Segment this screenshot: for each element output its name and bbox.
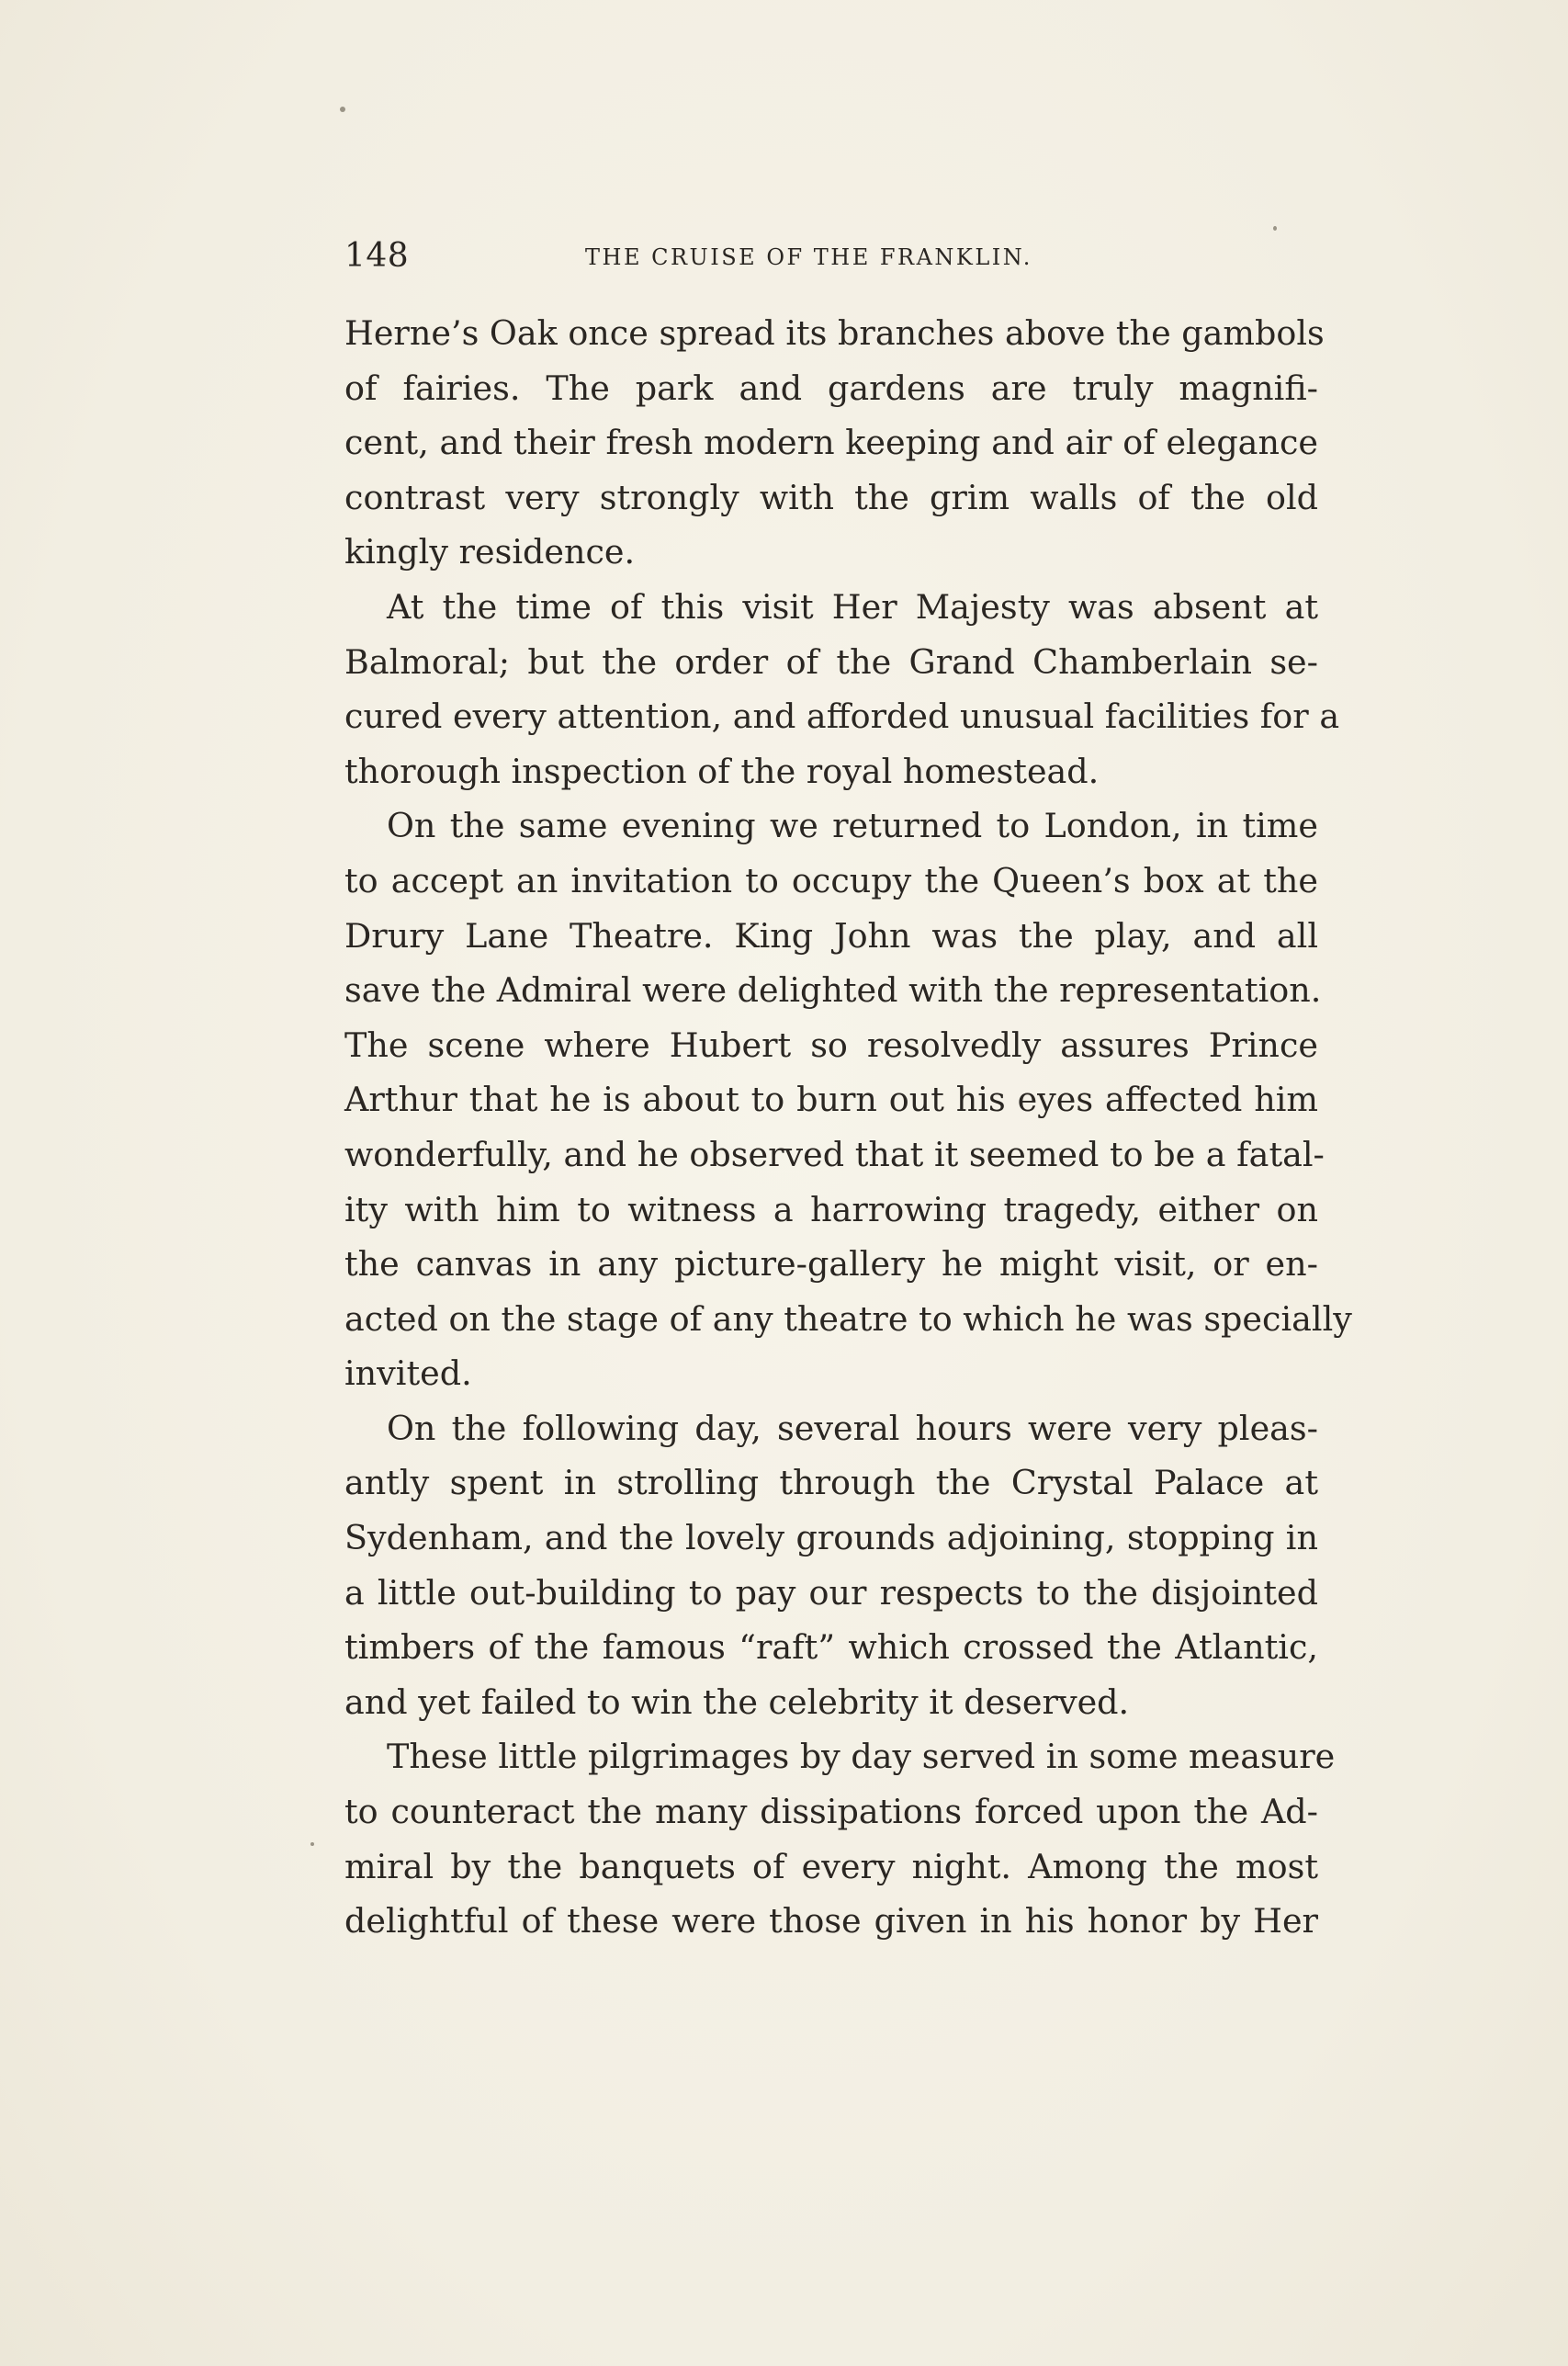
text-line: miral by the banquets of every night. Among the most (344, 1846, 1318, 1886)
text-line: cured every attention, and afforded unusual facilities for a (344, 696, 1340, 737)
text-line: the canvas in any picture-gallery he might visit, or en- (344, 1244, 1318, 1285)
text-line: invited. (344, 1353, 472, 1394)
text-line: cent, and their fresh modern keeping and air of elegance (344, 423, 1318, 463)
text-line: Drury Lane Theatre. King John was the play, and all (344, 915, 1318, 956)
page-header (344, 237, 1318, 283)
text-line: to counteract the many dissipations forced upon the Ad- (344, 1792, 1318, 1832)
text-line: ity with him to witness a harrowing tragedy, either on (344, 1189, 1318, 1229)
text-line: save the Admiral were delighted with the representation. (344, 970, 1322, 1011)
text-line: These little pilgrimages by day served in some measure (387, 1737, 1336, 1777)
text-line: a little out-building to pay our respects to the disjointed (344, 1572, 1318, 1613)
text-line: timbers of the famous “raft” which crossed the Atlantic, (344, 1627, 1318, 1668)
paper-speck (340, 107, 345, 112)
page-number: 148 (344, 237, 410, 275)
text-line: to accept an invitation to occupy the Queen’s box at the (344, 860, 1318, 900)
text-line: At the time of this visit Her Majesty was absent at (387, 586, 1318, 627)
text-line: antly spent in strolling through the Crystal Palace at (344, 1463, 1318, 1503)
paragraph (344, 580, 1340, 798)
text-line: On the following day, several hours were very pleas- (387, 1408, 1318, 1448)
text-line: and yet failed to win the celebrity it deserved. (344, 1681, 1130, 1722)
paper-speck (1273, 226, 1277, 231)
paragraph (344, 1729, 1336, 1948)
running-head: THE CRUISE OF THE FRANKLIN. (585, 244, 1032, 270)
text-line: On the same evening we returned to London, in time (387, 806, 1318, 846)
paper-speck (310, 1842, 314, 1846)
text-line: wonderfully, and he observed that it seemed to be a fatal- (344, 1134, 1325, 1174)
text-line: Herne’s Oak once spread its branches above the gambols (344, 313, 1325, 353)
text-line: The scene where Hubert so resolvedly assures Prince (344, 1025, 1318, 1065)
text-line: acted on the stage of any theatre to which he was specially (344, 1298, 1352, 1339)
paragraph (344, 1401, 1318, 1730)
text-line: kingly residence. (344, 532, 636, 572)
text-line: contrast very strongly with the grim walls of the old (344, 477, 1318, 517)
body-text (344, 306, 1352, 1949)
paragraph (344, 306, 1325, 580)
text-line: of fairies. The park and gardens are truly magnifi- (344, 368, 1318, 408)
text-line: Balmoral; but the order of the Grand Chamberlain se- (344, 641, 1318, 682)
text-line: Arthur that he is about to burn out his eyes affected him (344, 1080, 1318, 1120)
text-line: thorough inspection of the royal homestead. (344, 751, 1100, 791)
paragraph (344, 798, 1352, 1401)
text-line: Sydenham, and the lovely grounds adjoining, stopping in (344, 1518, 1318, 1558)
text-line: delightful of these were those given in his honor by Her (344, 1901, 1318, 1941)
